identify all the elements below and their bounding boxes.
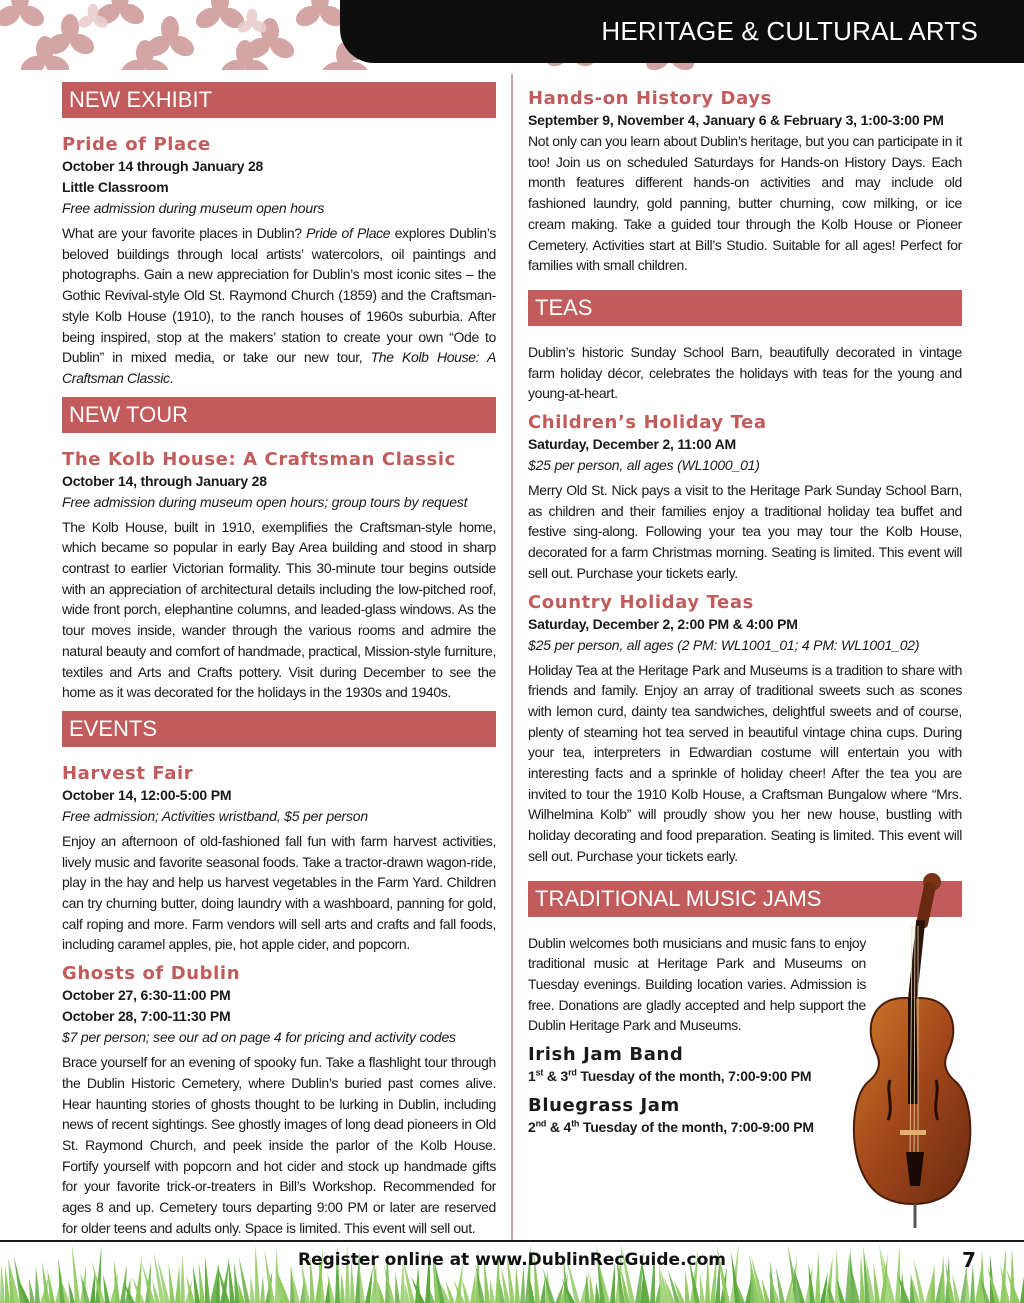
country-tea-description: Holiday Tea at the Heritage Park and Museums is a tradition to share with friends and family. Enjoy an array of traditional sweets such as scones with lemon curd, dainty tea sandwiches, delightful sweets and of course, plenty of steaming hot tea served in beautiful vintage china cups. During your tea, interpreters in Edwardian costume will entertain you with interesting facts and a sprinkle of holiday cheer! After the tea you are invited to tour the 1910 Kolb House, a Craftsman Bungalow where “Mrs. Wilhelmina Kolb” will proudly show you her new house, bustling with holiday decorating and food preparation. Seating is limited. This event will sell out. Purchase your tickets early. <box>528 661 962 864</box>
irish-jam-title: Irish Jam Band <box>528 1044 684 1066</box>
exhibit-description: What are your favorite places in Dublin? Pride of Place explores Dublin’s beloved buildings through local artists’ watercolors, oil paintings and photographs. Gain a new appreciation for Dublin’s most iconic sites – the Gothic Revival-style Old St. Raymond Church (1859) and the Craftsman-style Kolb House (1910), to the ranch houses of 1960s suburbia. After being inspired, stop at the makers’ station to create your own “Ode to Dublin” in mixed media, or take our new tour, The Kolb House: A Craftsman Classic. <box>62 225 496 386</box>
harvest-dates: October 14, 12:00-5:00 PM <box>62 786 232 803</box>
childrens-tea-description: Merry Old St. Nick pays a visit to the Heritage Park Sunday School Barn, as children and their families enjoy a traditional holiday tea buffet and festive sing-along. Following your tea you may tour the Kolb House, decorated for a farm Christmas morning. Seating is limited. This event will sell out. Purchase your tickets early. <box>528 482 962 581</box>
music-intro: Dublin welcomes both musicians and music fans to enjoy traditional music at Heritage Park and Museums on Tuesday evenings. Building location varies. Admission is free. Donations are gladly accepted and help support the Dublin Heritage Park and Museums. <box>528 934 866 1034</box>
hands-on-dates: September 9, November 4, January 6 & February 3, 1:00-3:00 PM <box>528 112 944 128</box>
section-title-tab <box>340 0 1024 63</box>
childrens-tea-title: Children’s Holiday Tea <box>528 412 767 434</box>
new-exhibit-bar: NEW EXHIBIT <box>62 82 496 118</box>
bluegrass-jam-title: Bluegrass Jam <box>528 1095 680 1117</box>
tour-admission: Free admission during museum open hours; group tours by request <box>62 493 468 510</box>
tour-title: The Kolb House: A Craftsman Classic <box>62 448 456 470</box>
exhibit-location: Little Classroom <box>62 179 169 195</box>
cello-icon <box>842 868 982 1230</box>
harvest-admission: Free admission; Activities wristband, $5 per person <box>62 807 368 824</box>
ghosts-date-2: October 28, 7:00-11:30 PM <box>62 1008 231 1025</box>
hands-on-title: Hands-on History Days <box>528 88 772 109</box>
exhibit-dates: October 14 through January 28 <box>62 158 264 174</box>
country-tea-dates: Saturday, December 2, 2:00 PM & 4:00 PM <box>528 615 798 632</box>
events-bar: EVENTS <box>62 711 496 747</box>
bluegrass-jam-schedule: 2nd & 4th Tuesday of the month, 7:00-9:00 PM <box>528 1118 814 1136</box>
teas-intro: Dublin’s historic Sunday School Barn, beautifully decorated in vintage farm holiday décor, celebrates the holidays with teas for the young and young-at-heart. <box>528 343 962 402</box>
page-number: 7 <box>962 1248 976 1272</box>
music-jams-bar: TRADITIONAL MUSIC JAMS <box>528 881 962 917</box>
harvest-title: Harvest Fair <box>62 762 194 784</box>
tour-dates: October 14, through January 28 <box>62 472 267 489</box>
hands-on-description: Not only can you learn about Dublin’s heritage, but you can participate in it too! Join us on scheduled Saturdays for Hands-on History Days. Each month features different hands-on activities and may include old fashioned laundry, gold panning, butter churning, cow milking, or ice cream making. Take a guided tour through the Kolb House or Pioneer Cemetery. Activities start at Bill’s Studio. Suitable for all ages! Perfect for families with small children. <box>528 133 962 274</box>
column-divider <box>511 74 513 1240</box>
section-title: HERITAGE & CULTURAL ARTS <box>601 16 978 46</box>
childrens-tea-price: $25 per person, all ages (WL1000_01) <box>528 457 760 474</box>
exhibit-title: Pride of Place <box>62 134 211 155</box>
harvest-description: Enjoy an afternoon of old-fashioned fall fun with farm harvest activities, lively music and favorite seasonal foods. Take a tractor-drawn wagon-ride, play in the hay and help us harvest vegetables in the Farm Yard. Children can try churning butter, doing laundry with a washboard, panning for gold, calf roping and more. Farm vendors will sell arts and crafts and fall foods, including caramel apples, pie, hot apple cider, and popcorn. <box>62 832 496 953</box>
country-tea-price: $25 per person, all ages (2 PM: WL1001_01; 4 PM: WL1001_02) <box>528 636 920 653</box>
country-tea-title: Country Holiday Teas <box>528 591 754 613</box>
tour-description: The Kolb House, built in 1910, exemplifies the Craftsman-style home, which became so popular in early Bay Area building and stood in sharp contrast to earlier Victorian formality. This 30-minute tour begins outside with an appreciation of architectural details including the low-pitched roof, wide front porch, elephantine columns, and leaded-glass windows. As the tour moves inside, wander through the various rooms and admire the natural beauty and comfort of handmade, practical, Mission-style furniture, textiles and Arts and Crafts pottery. Visit during December to see the home as it was decorated for the holidays in the 1930s and 1940s. <box>62 518 496 701</box>
exhibit-admission: Free admission during museum open hours <box>62 200 325 216</box>
irish-jam-schedule: 1st & 3rd Tuesday of the month, 7:00-9:00 PM <box>528 1067 812 1085</box>
left-column <box>62 82 496 1239</box>
ghosts-description: Brace yourself for an evening of spooky fun. Take a flashlight tour through the Dublin Historic Cemetery, where Dublin’s buried past comes alive. Hear haunting stories of ghosts thought to be lurking in Dublin, including news of recent sightings. See ghostly images of long dead pioneers in Old St. Raymond Church, and peek inside the parlor of the Kolb House. Fortify yourself with popcorn and hot cider and stock up handmade gifts for your favorite trick-or-treaters in Bill’s Workshop. Recommended for ages 8 and up. Cemetery tours departing 9:00 PM or later are reserved for older teens and adults only. Space is limited. This event will sell out. <box>62 1054 496 1236</box>
teas-bar: TEAS <box>528 290 962 326</box>
childrens-tea-dates: Saturday, December 2, 11:00 AM <box>528 436 736 453</box>
ghosts-title: Ghosts of Dublin <box>62 963 241 985</box>
new-tour-bar: NEW TOUR <box>62 397 496 433</box>
ghosts-date-1: October 27, 6:30-11:00 PM <box>62 987 231 1004</box>
register-online-link[interactable]: Register online at www.DublinRecGuide.com <box>297 1250 727 1270</box>
ghosts-admission: $7 per person; see our ad on page 4 for pricing and activity codes <box>62 1029 456 1046</box>
